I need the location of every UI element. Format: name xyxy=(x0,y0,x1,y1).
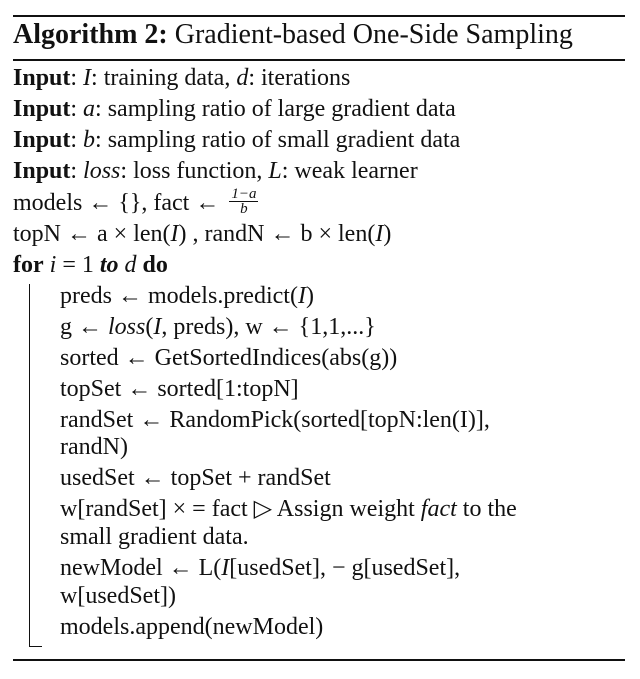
algorithm-label: Algorithm 2: xyxy=(13,19,168,50)
algorithm-name: Gradient-based One-Side Sampling xyxy=(174,19,573,50)
usedset-line: usedSet ← topSet + randSet xyxy=(60,465,331,491)
sorted-line: sorted ← GetSortedIndices(abs(g)) xyxy=(60,345,398,371)
randset-line: randSet ← RandomPick(sorted[topN:len(I)], xyxy=(60,407,490,433)
input-line-1: Input: I: training data, d: iterations xyxy=(13,65,351,91)
loop-bar xyxy=(29,284,30,647)
weight-line-cont: small gradient data. xyxy=(60,524,249,550)
input-line-3: Input: b: sampling ratio of small gradient data xyxy=(13,127,461,153)
preds-line: preds ← models.predict(I) xyxy=(60,283,314,309)
weight-line: w[randSet] × = fact ▷ Assign weight fact to the xyxy=(60,496,517,522)
title-rule xyxy=(13,59,625,61)
randset-line-cont: randN) xyxy=(60,434,128,460)
append-line: models.append(newModel) xyxy=(60,614,324,640)
fact-fraction: $\frac{1-a}{b}$ xyxy=(231,185,257,217)
init-line: models ← {}, fact ← $\frac{1-a}{b}$ xyxy=(13,185,257,217)
loop-end-mark xyxy=(29,646,42,647)
gradient-line: g ← loss(I, preds), w ← {1,1,...} xyxy=(60,314,376,340)
bottom-rule xyxy=(13,659,625,661)
input-line-4: Input: loss: loss function, L: weak learner xyxy=(13,158,418,184)
topset-line: topSet ← sorted[1:topN] xyxy=(60,376,299,402)
input-line-2: Input: a: sampling ratio of large gradient data xyxy=(13,96,456,122)
newmodel-line-cont: w[usedSet]) xyxy=(60,583,176,609)
for-line: for i = 1 to d do xyxy=(13,252,168,278)
top-rule xyxy=(13,15,625,17)
algorithm-title xyxy=(13,19,573,51)
newmodel-line: newModel ← L(I[usedSet], − g[usedSet], xyxy=(60,555,461,581)
topn-line: topN ← a × len(I) , randN ← b × len(I) xyxy=(13,221,392,247)
